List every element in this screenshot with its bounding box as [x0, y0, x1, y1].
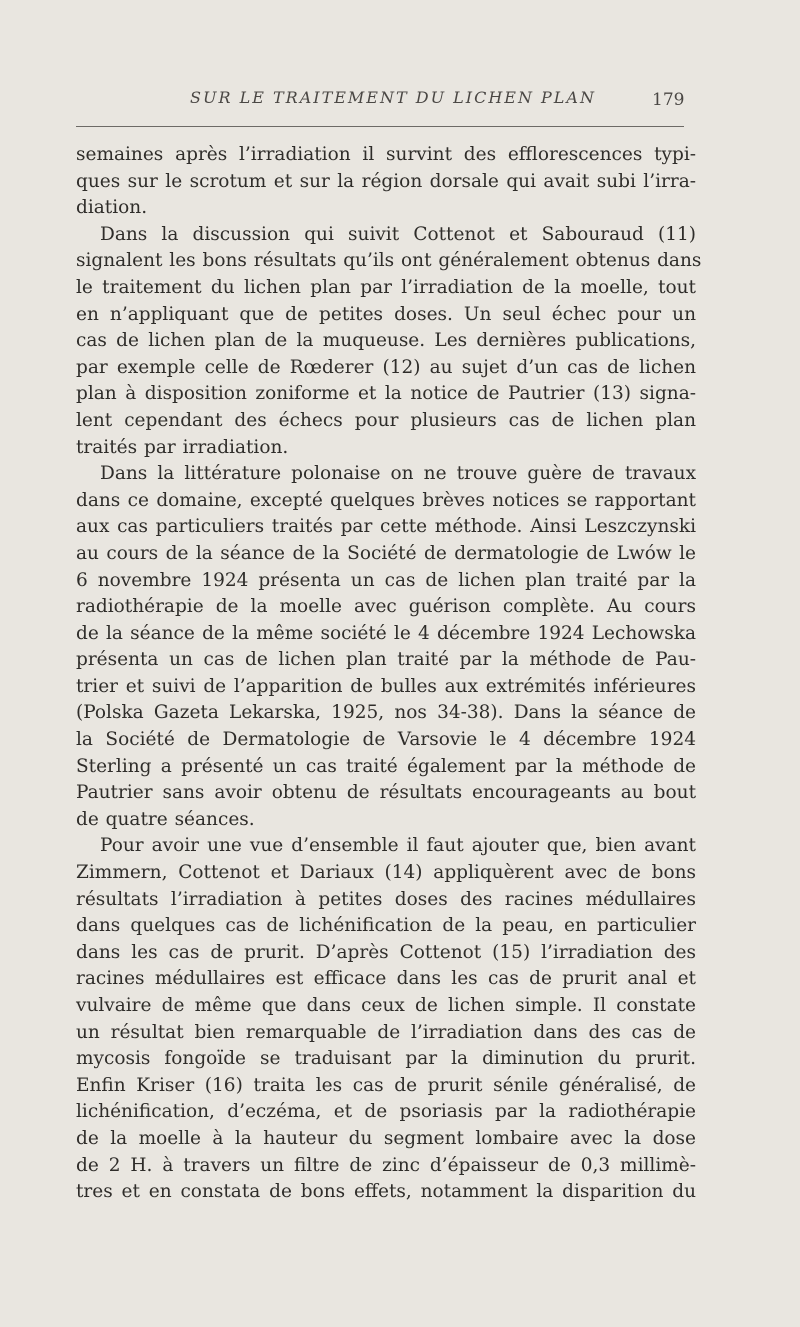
text-line: au cours de la séance de la Société de dermatologie de Lwów le — [76, 542, 696, 564]
text-line: (Polska Gazeta Lekarska, 1925, nos 34-38). Dans la séance de — [76, 702, 696, 724]
text-line: radiothérapie de la moelle avec guérison complète. Au cours — [76, 596, 696, 618]
text-line: de la moelle à la hauteur du segment lombaire avec la dose — [76, 1127, 696, 1149]
text-line: par exemple celle de Rœderer (12) au sujet d’un cas de lichen — [76, 356, 696, 378]
text-line: un résultat bien remarquable de l’irradiation dans des cas de — [76, 1021, 696, 1043]
text-line: Enfin Kriser (16) traita les cas de prurit sénile généralisé, de — [76, 1074, 696, 1096]
text-line: résultats l’irradiation à petites doses des racines médullaires — [76, 888, 696, 910]
text-line: dans ce domaine, excepté quelques brèves notices se rapportant — [76, 489, 696, 511]
text-line: 6 novembre 1924 présenta un cas de lichen plan traité par la — [76, 569, 696, 591]
page-header — [0, 88, 800, 118]
text-line: lent cependant des échecs pour plusieurs cas de lichen plan — [76, 409, 696, 431]
text-line: Pautrier sans avoir obtenu de résultats encourageants au bout — [76, 782, 696, 804]
text-line: racines médullaires est efficace dans les cas de prurit anal et — [76, 968, 696, 990]
text-line: Dans la discussion qui suivit Cottenot et Sabouraud (11) — [100, 223, 696, 245]
text-line: le traitement du lichen plan par l’irradiation de la moelle, tout — [76, 276, 696, 298]
text-line: trier et suivi de l’apparition de bulles aux extrémités inférieures — [76, 675, 696, 697]
page-number: 179 — [652, 90, 685, 110]
text-line: cas de lichen plan de la muqueuse. Les dernières publications, — [76, 330, 696, 352]
text-line: de 2 H. à travers un filtre de zinc d’épaisseur de 0,3 millimè- — [76, 1154, 696, 1176]
text-line: présenta un cas de lichen plan traité par la méthode de Pau- — [76, 649, 696, 671]
text-line: la Société de Dermatologie de Varsovie le 4 décembre 1924 — [76, 729, 696, 751]
body-text — [76, 142, 702, 1206]
text-line: plan à disposition zoniforme et la notice de Pautrier (13) signa- — [76, 383, 696, 405]
text-line: semaines après l’irradiation il survint des efflorescences typi- — [76, 144, 696, 165]
text-line: mycosis fongoïde se traduisant par la diminution du prurit. — [76, 1048, 696, 1070]
text-line: de quatre séances. — [76, 808, 255, 830]
text-line: Pour avoir une vue d’ensemble il faut ajouter que, bien avant — [100, 835, 696, 857]
text-line: tres et en constata de bons effets, notamment la disparition du — [76, 1181, 696, 1203]
header-rule — [76, 126, 684, 127]
text-line: lichénification, d’eczéma, et de psoriasis par la radiothérapie — [76, 1101, 696, 1123]
text-line: dans quelques cas de lichénification de la peau, en particulier — [76, 915, 696, 937]
running-title: SUR LE TRAITEMENT DU LICHEN PLAN — [190, 88, 596, 107]
text-line: dans les cas de prurit. D’après Cottenot (15) l’irradiation des — [76, 941, 696, 963]
text-line: signalent les bons résultats qu’ils ont généralement obtenus dans — [76, 250, 702, 272]
text-line: Sterling a présenté un cas traité également par la méthode de — [76, 755, 696, 777]
text-line: aux cas particuliers traités par cette méthode. Ainsi Leszczynski — [76, 516, 696, 538]
text-line: de la séance de la même société le 4 décembre 1924 Lechowska — [76, 622, 696, 644]
text-line: vulvaire de même que dans ceux de lichen simple. Il constate — [76, 995, 696, 1016]
text-line: ques sur le scrotum et sur la région dorsale qui avait subi l’irra- — [76, 170, 696, 192]
text-line: diation. — [76, 197, 148, 219]
text-line: traités par irradiation. — [76, 436, 289, 458]
text-line: Zimmern, Cottenot et Dariaux (14) appliquèrent avec de bons — [76, 862, 696, 884]
text-line: Dans la littérature polonaise on ne trouve guère de travaux — [100, 463, 696, 485]
text-line: en n’appliquant que de petites doses. Un seul échec pour un — [76, 303, 696, 325]
